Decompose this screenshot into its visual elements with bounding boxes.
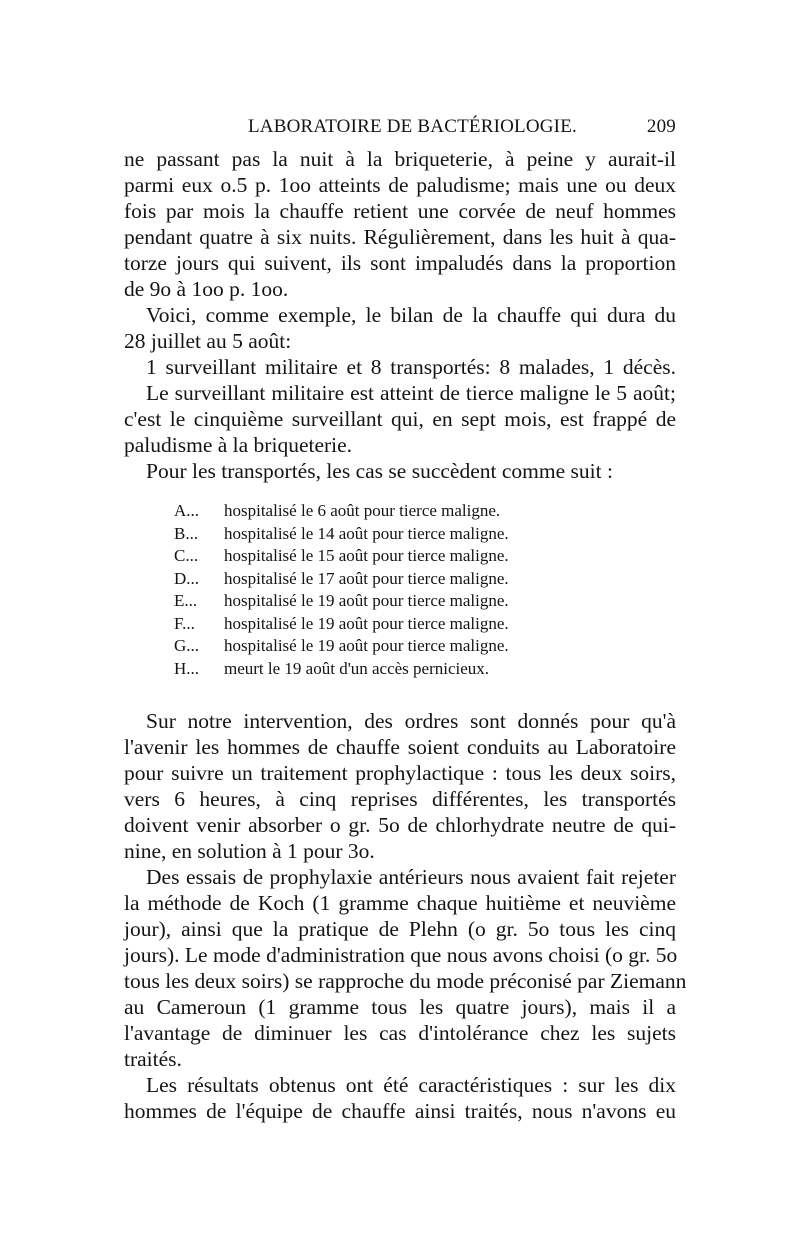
- case-item: [174, 500, 676, 523]
- text-line: paludisme à la briqueterie.: [124, 433, 353, 457]
- paragraph-2: [124, 302, 676, 354]
- case-item: [174, 523, 676, 546]
- case-description: hospitalisé le 14 août pour tierce maligne.: [224, 523, 509, 543]
- case-item: [174, 635, 676, 658]
- text-line: traités.: [124, 1047, 182, 1071]
- running-title: LABORATOIRE DE BACTÉRIOLOGIE.: [248, 116, 577, 137]
- text-line: pour suivre un traitement prophylactique : tous les deux soirs,: [124, 761, 676, 785]
- case-item: [174, 545, 676, 568]
- text-line: la méthode de Koch (1 gramme chaque huitième et neuvième: [124, 891, 676, 915]
- case-description: hospitalisé le 19 août pour tierce maligne.: [224, 591, 509, 610]
- text-line: doivent venir absorber o gr. 5o de chlorhydrate neutre de qui-: [124, 813, 676, 837]
- paragraph-4: [124, 380, 676, 458]
- case-description: hospitalisé le 19 août pour tierce maligne.: [224, 613, 509, 633]
- case-patient: D...: [174, 568, 200, 588]
- case-item: [174, 658, 676, 681]
- case-list: [174, 500, 676, 680]
- text-line: Des essais de prophylaxie antérieurs nous avaient fait rejeter: [146, 865, 676, 889]
- text-line: vers 6 heures, à cinq reprises différentes, les transportés: [124, 787, 676, 811]
- case-description: hospitalisé le 15 août pour tierce maligne.: [224, 546, 509, 565]
- case-item: [174, 590, 676, 613]
- text-line: Pour les transportés, les cas se succèdent comme suit :: [146, 459, 613, 483]
- text-line: l'avenir les hommes de chauffe soient conduits au Laboratoire: [124, 735, 676, 759]
- paragraph-7: [124, 864, 687, 1072]
- text-line: l'avantage de diminuer les cas d'intolérance chez les sujets: [124, 1021, 676, 1045]
- text-line: tous les deux soirs) se rapproche du mode préconisé par Ziemann: [124, 969, 687, 993]
- text-line: 1 surveillant militaire et 8 transportés: 8 malades, 1 décès.: [146, 355, 676, 379]
- case-description: hospitalisé le 19 août pour tierce maligne.: [224, 636, 509, 655]
- text-line: nine, en solution à 1 pour 3o.: [124, 839, 375, 863]
- text-line: pendant quatre à six nuits. Régulièrement, dans les huit à qua-: [124, 225, 676, 249]
- case-patient: H...: [174, 658, 200, 678]
- text-line: hommes de l'équipe de chauffe ainsi traités, nous n'avons eu: [124, 1099, 676, 1123]
- case-item: [174, 613, 676, 636]
- paragraph-5: [124, 458, 676, 484]
- page-number: 209: [646, 116, 676, 137]
- text-line: 28 juillet au 5 août:: [124, 329, 292, 353]
- text-line: Le surveillant militaire est atteint de tierce maligne le 5 août;: [146, 381, 676, 405]
- text-line: Les résultats obtenus ont été caractéristiques : sur les dix: [146, 1073, 676, 1097]
- text-line: parmi eux o.5 p. 1oo atteints de paludisme; mais une ou deux: [124, 173, 676, 197]
- text-line: au Cameroun (1 gramme tous les quatre jours), mais il a: [124, 995, 676, 1019]
- case-patient: B...: [174, 523, 199, 543]
- text-line: c'est le cinquième surveillant qui, en sept mois, est frappé de: [124, 407, 676, 431]
- paragraph-6: [124, 708, 676, 864]
- case-patient: E...: [174, 591, 198, 610]
- case-item: [174, 568, 676, 591]
- text-line: de 9o à 1oo p. 1oo.: [124, 277, 289, 301]
- paragraph-1: [124, 146, 676, 302]
- text-line: jour), ainsi que la pratique de Plehn (o gr. 5o tous les cinq: [124, 917, 676, 941]
- case-patient: A...: [174, 501, 200, 520]
- text-line: Sur notre intervention, des ordres sont donnés pour qu'à: [146, 709, 676, 733]
- book-page: [124, 112, 687, 1124]
- case-patient: F...: [174, 613, 195, 633]
- text-line: Voici, comme exemple, le bilan de la chauffe qui dura du: [146, 303, 676, 327]
- case-patient: C...: [174, 546, 199, 565]
- case-patient: G...: [174, 636, 200, 655]
- paragraph-3: [124, 354, 676, 380]
- text-line: fois par mois la chauffe retient une corvée de neuf hommes: [124, 199, 676, 223]
- case-description: hospitalisé le 17 août pour tierce maligne.: [224, 568, 509, 588]
- section-gap: [124, 680, 676, 708]
- text-line: torze jours qui suivent, ils sont impaludés dans la proportion: [124, 251, 676, 275]
- running-header: [124, 112, 676, 146]
- case-description: meurt le 19 août d'un accès pernicieux.: [224, 658, 490, 678]
- text-line: ne passant pas la nuit à la briqueterie, à peine y aurait-il: [124, 147, 676, 171]
- text-line: jours). Le mode d'administration que nous avons choisi (o gr. 5o: [124, 943, 678, 967]
- case-description: hospitalisé le 6 août pour tierce maligne.: [224, 501, 501, 520]
- paragraph-8: [124, 1072, 676, 1124]
